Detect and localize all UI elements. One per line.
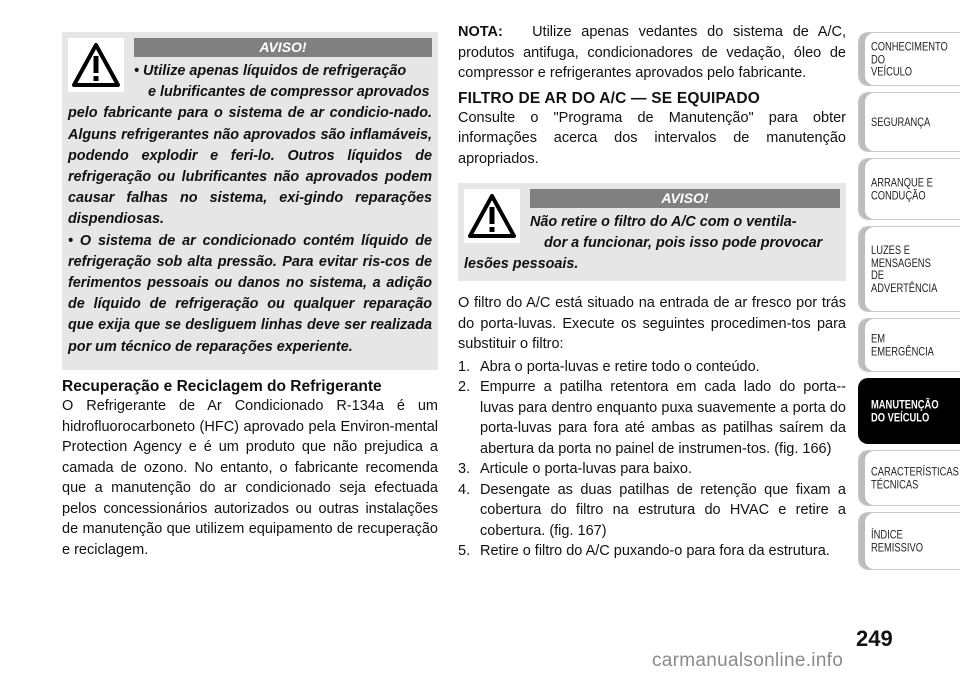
- step-number: 3.: [458, 461, 471, 477]
- warning-box-refrigerant: [62, 32, 438, 370]
- tab-luzes[interactable]: [858, 226, 960, 312]
- list-item: [458, 377, 846, 459]
- warning-label: AVISO!: [530, 189, 840, 208]
- step-text: Retire o filtro do A/C puxando-o para fora da estrutura.: [480, 543, 830, 559]
- filter-intro-text: Consulte o "Programa de Manutenção" para obter informações acerca dos intervalos de manutenção apropriados.: [458, 109, 846, 167]
- nota-paragraph: [458, 22, 846, 84]
- tab-conhecimento[interactable]: [858, 32, 960, 86]
- step-text: Empurre a patilha retentora em cada lado do porta--luvas para dentro enquanto puxa suavemente a porta do porta-luvas para fora até ambas as patilhas saírem da abertura da porta no painel de instrumen-tos. (fig. 166): [480, 379, 846, 457]
- list-item: [458, 459, 846, 480]
- warning-line-2: dor a funcionar, pois isso pode provocar: [544, 235, 823, 252]
- tab-arranque[interactable]: [858, 158, 960, 220]
- nota-label: NOTA:: [458, 24, 503, 40]
- warning-bullet-2: • O sistema de ar condicionado contém líquido de refrigeração sob alta pressão. Para evitar ris-cos de ferimentos pessoais ou danos no sistema, a adição de líquido de refrigeração ou qualquer reparação que exija que se desliguem linhas deve ser realizada por um técnico de reparações experiente.: [68, 232, 432, 355]
- tab-label: EM EMERGÊNCIA: [871, 331, 934, 358]
- tab-seguranca[interactable]: [858, 92, 960, 152]
- replacement-steps: [458, 357, 846, 562]
- filter-location: [458, 293, 846, 355]
- tab-label: MANUTENÇÃO DO VEÍCULO: [871, 397, 939, 424]
- warning-triangle-icon: [68, 38, 124, 92]
- step-number: 4.: [458, 481, 471, 498]
- tab-label: CONHECIMENTO DO VEÍCULO: [871, 39, 948, 79]
- filter-location-text: O filtro do A/C está situado na entrada de ar fresco por trás do porta-luvas. Execute os seguintes procedimen-tos para substituir o filtro:: [458, 295, 846, 352]
- warning-text: [464, 212, 840, 276]
- nota-text: Utilize apenas vedantes do sistema de A/C, produtos antifuga, condicionadores de vedação, óleo de compressor e refrigerantes aprovados pelo fabricante.: [458, 24, 846, 81]
- step-number: 2.: [458, 379, 471, 395]
- watermark: carmanualsonline.info: [652, 650, 844, 671]
- right-column: [458, 22, 846, 562]
- recovery-paragraph: O Refrigerante de Ar Condicionado R-134a é um hidrofluorocarboneto (HFC) aprovado pela Environ-mental Protection Agency e é um produto que não prejudica a camada de ozono. No entanto, o fabricante recomenda que a manutenção do ar condicionado seja efectuada pelos concessionários autorizados ou outras instalações de manutenção que utilizem equipamento de recuperação e reciclagem.: [62, 398, 438, 558]
- step-number: 5.: [458, 543, 471, 559]
- filter-intro: [458, 108, 846, 170]
- step-text: Articule o porta-luvas para baixo.: [480, 461, 692, 477]
- warning-box-filter: [458, 183, 846, 281]
- warning-line-1: Não retire o filtro do A/C com o ventila-: [530, 214, 797, 230]
- tab-manutencao[interactable]: [858, 378, 960, 444]
- warning-bullet-1-rest: pelo fabricante para o sistema de ar condicio-nado. Alguns refrigerantes não aprovados são inflamáveis, podendo explodir e feri-lo. Outros líquidos de refrigeração ou lubrificantes não aprovados podem causar falhas no sistema, exi-gindo reparações dispendiosas.: [68, 105, 432, 228]
- recovery-body: [62, 396, 438, 560]
- tab-label: ÍNDICE REMISSIVO: [871, 527, 924, 554]
- tab-emergencia[interactable]: [858, 318, 960, 372]
- list-item: [458, 480, 846, 542]
- step-text: Abra o porta-luvas e retire todo o conteúdo.: [480, 358, 760, 375]
- tab-caracteristicas[interactable]: [858, 450, 960, 506]
- left-column: [62, 32, 438, 560]
- step-number: 1.: [458, 358, 471, 375]
- warning-line-2: e lubrificantes de compressor aprovados: [148, 84, 430, 101]
- tab-indice[interactable]: [858, 512, 960, 570]
- list-item: [458, 357, 846, 378]
- warning-text: [68, 61, 432, 358]
- list-item: [458, 541, 846, 562]
- warning-line-3: lesões pessoais.: [464, 256, 579, 273]
- chapter-tabs: [858, 32, 960, 576]
- step-text: Desengate as duas patilhas de retenção que fixam a cobertura do filtro na estrutura do HVAC e retire a cobertura. (fig. 167): [480, 481, 846, 539]
- filter-section-title: FILTRO DE AR DO A/C — SE EQUIPADO: [458, 89, 760, 107]
- tab-label: SEGURANÇA: [871, 114, 931, 129]
- warning-triangle-icon: [464, 189, 520, 243]
- tab-label: ARRANQUE E CONDUÇÃO: [871, 175, 933, 202]
- recovery-heading: Recuperação e Reciclagem do Refrigerante: [62, 378, 382, 395]
- warning-line-1: • Utilize apenas líquidos de refrigeração: [134, 63, 407, 79]
- tab-label: CARACTERÍSTICAS TÉCNICAS: [871, 464, 959, 491]
- tab-label: LUZES E MENSAGENS DE ADVERTÊNCIA: [871, 243, 938, 295]
- page-number: 249: [856, 626, 893, 651]
- warning-label: AVISO!: [134, 38, 432, 57]
